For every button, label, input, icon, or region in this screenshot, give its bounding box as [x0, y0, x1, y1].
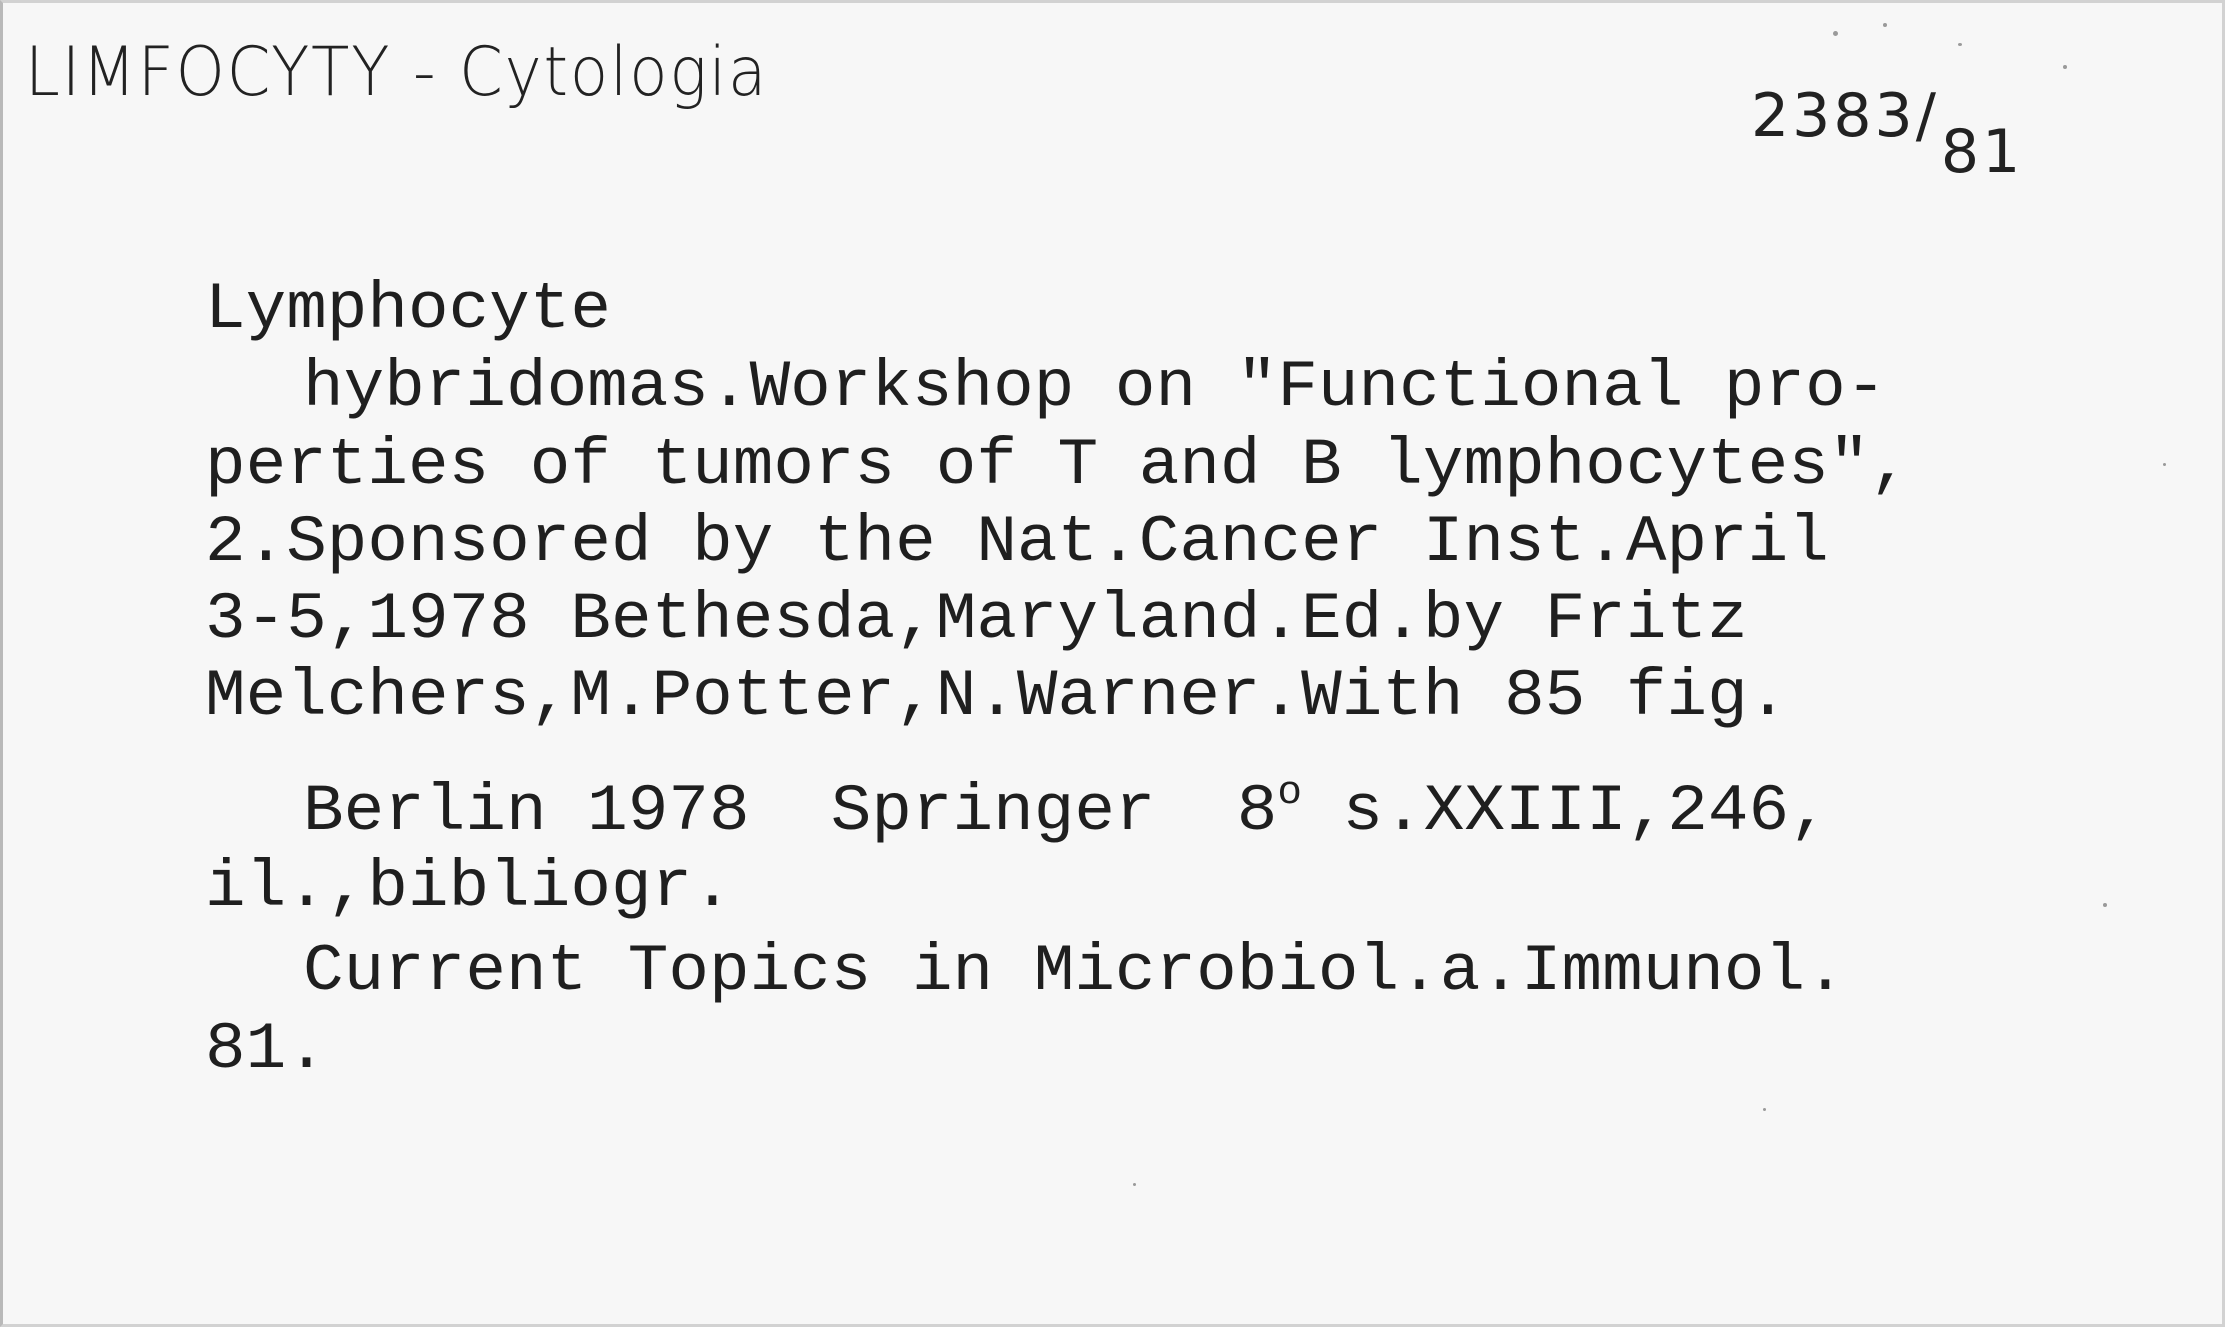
- title-line-3: perties of tumors of T and B lymphocytes",: [205, 428, 1911, 503]
- call-number-main: 2383/: [1751, 81, 1939, 151]
- series-line-1: Current Topics in Microbiol.a.Immunol.: [303, 934, 1846, 1009]
- title-line-4: 2.Sponsored by the Nat.Cancer Inst.April: [205, 505, 1829, 580]
- dust-speck: [2163, 463, 2166, 466]
- imprint-line-1: [303, 773, 1830, 859]
- dust-speck: [2103, 903, 2107, 907]
- format-degree: o: [1277, 771, 1302, 816]
- call-number-volume: 81: [1940, 117, 2024, 187]
- imprint-pages: s.XXIII,246,: [1301, 774, 1830, 849]
- subject-heading: LIMFOCYTY - Cytologia: [25, 33, 769, 112]
- title-line-5: 3-5,1978 Bethesda,Maryland.Ed.by Fritz: [205, 582, 1748, 657]
- title-line-6: Melchers,M.Potter,N.Warner.With 85 fig.: [205, 659, 1789, 734]
- dust-speck: [1763, 1108, 1766, 1111]
- dust-speck: [1833, 31, 1838, 36]
- dust-speck: [1133, 1183, 1136, 1186]
- dust-speck: [1883, 23, 1887, 27]
- dust-speck: [2063, 65, 2067, 69]
- title-line-2: hybridomas.Workshop on "Functional pro-: [303, 350, 1887, 425]
- imprint-line-2: il.,bibliogr.: [205, 850, 733, 925]
- series-line-2: 81.: [205, 1012, 327, 1087]
- imprint-place-year-publisher: Berlin 1978 Springer 8: [303, 774, 1278, 849]
- call-number: [1751, 81, 2024, 187]
- dust-speck: [1958, 43, 1962, 46]
- title-line-1: Lymphocyte: [205, 272, 611, 347]
